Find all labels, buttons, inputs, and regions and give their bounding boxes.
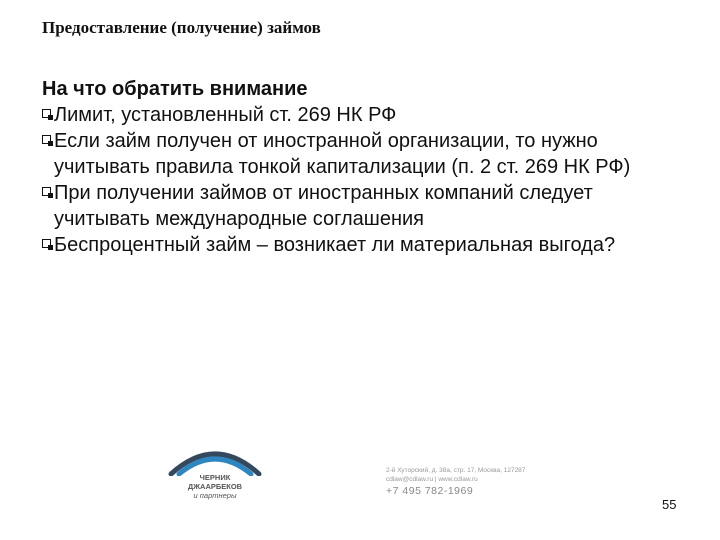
bridge-arc-logo-icon bbox=[165, 440, 265, 476]
bullet-text: Беспроцентный займ – возникает ли материальная выгода? bbox=[54, 234, 616, 256]
bullet-list bbox=[42, 102, 682, 258]
website-text: cdlaw@cdlaw.ru | www.cdlaw.ru bbox=[386, 476, 478, 483]
bullet-text: При получении займов от иностранных компаний следует учитывать международные соглашения bbox=[54, 182, 593, 230]
checkbox-square-icon bbox=[42, 187, 51, 196]
bullet-item bbox=[42, 128, 682, 180]
phone-text: +7 495 782-1969 bbox=[386, 485, 474, 497]
bullet-item bbox=[42, 180, 682, 232]
section-heading: На что обратить внимание bbox=[42, 78, 308, 100]
logo-line-1: ЧЕРНИК bbox=[199, 473, 231, 482]
bullet-item bbox=[42, 232, 682, 258]
checkbox-square-icon bbox=[42, 239, 51, 248]
checkbox-square-icon bbox=[42, 135, 51, 144]
logo-line-3: и партнеры bbox=[193, 491, 237, 500]
bullet-text: Если займ получен от иностранной организации, то нужно учитывать правила тонкой капитализации (п. 2 ст. 269 НК РФ) bbox=[54, 130, 631, 178]
bullet-text: Лимит, установленный ст. 269 НК РФ bbox=[54, 104, 397, 126]
bullet-item bbox=[42, 102, 682, 128]
page-number: 55 bbox=[662, 497, 677, 512]
logo-text bbox=[167, 473, 263, 500]
company-logo bbox=[165, 440, 295, 520]
slide-content bbox=[42, 76, 682, 258]
checkbox-square-icon bbox=[42, 109, 51, 118]
contact-block bbox=[386, 466, 525, 498]
logo-line-2: ДЖААРБЕКОВ bbox=[187, 482, 243, 491]
address-text: 2-й Хуторский, д. 38а, стр. 17, Москва, 127287 bbox=[386, 467, 526, 474]
slide-title: Предоставление (получение) займов bbox=[42, 18, 321, 37]
